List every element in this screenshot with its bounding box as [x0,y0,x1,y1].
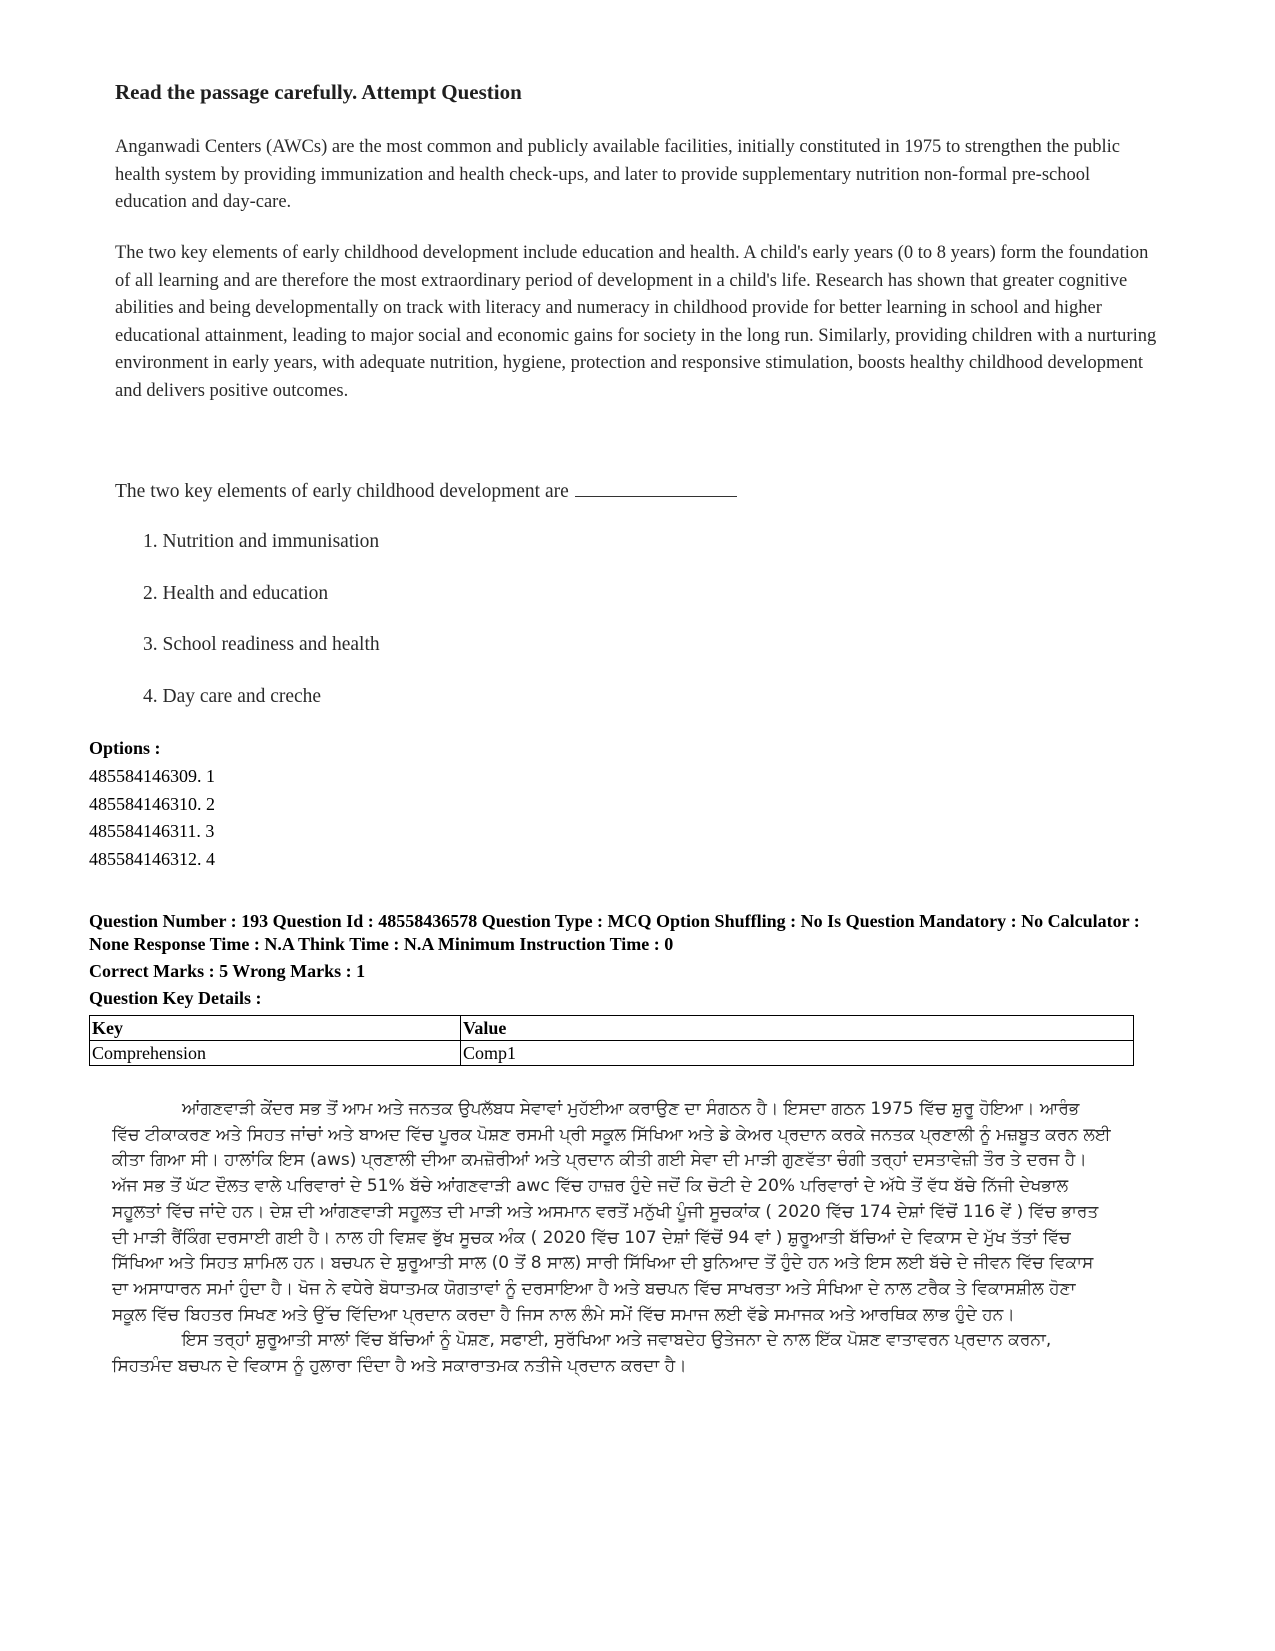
options-label: Options : [89,738,161,758]
key-details-table [89,1015,1134,1066]
passage-paragraph-2: The two key elements of early childhood development include education and health. A child's early years (0 to 8 years) form the foundation of all learning and are therefore the most extraordinary period of development in a child's life. Research has shown that greater cognitive abilities and being developmentally on track with literacy and numeracy in childhood provide for better learning in school and higher educational attainment, leading to major social and economic gains for society in the long run. Similarly, providing children with a nurturing environment in early years, with adequate nutrition, hygiene, protection and responsive stimulation, boosts healthy childhood development and delivers positive outcomes. [115,243,1157,401]
options-list [89,765,215,875]
question-metadata: Question Number : 193 Question Id : 48558436578 Question Type : MCQ Option Shuffling : No Is Question Mandatory : No Calculator : None Response Time : N.A Think Time : N.A Minimum Instruction Time : 0 [89,911,1140,954]
punjabi-passage [112,1097,1112,1380]
passage-paragraph-1: Anganwadi Centers (AWCs) are the most common and publicly available facilities, initially constituted in 1975 to strengthen the public health system by providing immunization and health check-ups, and later to provide supplementary nutrition non-formal pre-school education and day-care. [115,137,1120,212]
question-stem [115,478,1165,503]
option-item: 485584146309. 1 [89,766,215,786]
table-header-row [90,1016,1134,1041]
passage-title: Read the passage carefully. Attempt Question [115,80,522,104]
choice-item: 4. Day care and creche [143,685,322,707]
answer-blank [575,478,737,497]
question-text: The two key elements of early childhood development are [115,481,569,502]
punjabi-paragraph-2: ਇਸ ਤਰ੍ਹਾਂ ਸ਼ੁਰੂਆਤੀ ਸਾਲਾਂ ਵਿੱਚ ਬੱਚਿਆਂ ਨੂੰ ਪੋਸ਼ਣ, ਸਫਾਈ, ਸੁਰੱਖਿਆ ਅਤੇ ਜਵਾਬਦੇਹ ਉਤੇਜਨਾ ਦੇ ਨਾਲ ਇੱਕ ਪੋਸ਼ਣ ਵਾਤਾਵਰਨ ਪ੍ਰਦਾਨ ਕਰਨਾ, ਸਿਹਤਮੰਦ ਬਚਪਨ ਦੇ ਵਿਕਾਸ ਨੂੰ ਹੁਲਾਰਾ ਦਿੰਦਾ ਹੈ ਅਤੇ ਸਕਾਰਾਤਮਕ ਨਤੀਜੇ ਪ੍ਰਦਾਨ ਕਰਦਾ ਹੈ। [112,1330,1052,1377]
option-item: 485584146310. 2 [89,793,215,814]
answer-choices [143,528,380,734]
choice-item: 1. Nutrition and immunisation [143,531,380,552]
cell-value: Comp1 [461,1041,1134,1066]
marks-info: Correct Marks : 5 Wrong Marks : 1 [89,961,366,981]
option-item: 485584146311. 3 [89,821,215,841]
choice-item: 2. Health and education [143,582,329,604]
table-row [90,1041,1134,1066]
header-key: Key [90,1016,461,1041]
cell-key: Comprehension [90,1041,461,1066]
punjabi-paragraph-1: ਆਂਗਣਵਾੜੀ ਕੇਂਦਰ ਸਭ ਤੋਂ ਆਮ ਅਤੇ ਜਨਤਕ ਉਪਲੱਬਧ ਸੇਵਾਵਾਂ ਮੁਹੱਈਆ ਕਰਾਉਣ ਦਾ ਸੰਗਠਨ ਹੈ। ਇਸਦਾ ਗਠਨ 1975 ਵਿੱਚ ਸ਼ੁਰੂ ਹੋਇਆ। ਆਰੰਭ ਵਿੱਚ ਟੀਕਾਕਰਣ ਅਤੇ ਸਿਹਤ ਜਾਂਚਾਂ ਅਤੇ ਬਾਅਦ ਵਿੱਚ ਪੂਰਕ ਪੋਸ਼ਣ ਰਸਮੀ ਪ੍ਰੀ ਸਕੂਲ ਸਿੱਖਿਆ ਅਤੇ ਡੇ ਕੇਅਰ ਪ੍ਰਦਾਨ ਕਰਕੇ ਜਨਤਕ ਪ੍ਰਣਾਲੀ ਨੂੰ ਮਜ਼ਬੂਤ ਕਰਨ ਲਈ ਕੀਤਾ ਗਿਆ ਸੀ। ਹਾਲਾਂਕਿ ਇਸ (aws) ਪ੍ਰਣਾਲੀ ਦੀਆ ਕਮਜ਼ੋਰੀਆਂ ਅਤੇ ਪ੍ਰਦਾਨ ਕੀਤੀ ਗਈ ਸੇਵਾ ਦੀ ਮਾੜੀ ਗੁਣਵੱਤਾ ਚੰਗੀ ਤਰ੍ਹਾਂ ਦਸਤਾਵੇਜ਼ੀ ਤੌਰ ਤੇ ਦਰਜ ਹੈ। ਅੱਜ ਸਭ ਤੋਂ ਘੱਟ ਦੌਲਤ ਵਾਲੇ ਪਰਿਵਾਰਾਂ ਦੇ 51% ਬੱਚੇ ਆਂਗਣਵਾੜੀ awc ਵਿੱਚ ਹਾਜ਼ਰ ਹੁੰਦੇ ਜਦੋਂ ਕਿ ਚੋਟੀ ਦੇ 20% ਪਰਿਵਾਰਾਂ ਦੇ ਅੱਧੇ ਤੋਂ ਵੱਧ ਬੱਚੇ ਨਿੱਜੀ ਦੇਖਭਾਲ ਸਹੂਲਤਾਂ ਵਿੱਚ ਜਾਂਦੇ ਹਨ। ਦੇਸ਼ ਦੀ ਆਂਗਣਵਾੜੀ ਸਹੂਲਤ ਦੀ ਮਾੜੀ ਅਤੇ ਅਸਮਾਨ ਵਰਤੋਂ ਮਨੁੱਖੀ ਪੂੰਜੀ ਸੂਚਕਾਂਕ ( 2020 ਵਿੱਚ 174 ਦੇਸ਼ਾਂ ਵਿੱਚੋਂ 116 ਵੇਂ ) ਵਿੱਚ ਭਾਰਤ ਦੀ ਮਾੜੀ ਰੈਂਕਿੰਗ ਦਰਸਾਈ ਗਈ ਹੈ। ਨਾਲ ਹੀ ਵਿਸ਼ਵ ਭੁੱਖ ਸੂਚਕ ਅੰਕ ( 2020 ਵਿੱਚ 107 ਦੇਸ਼ਾਂ ਵਿੱਚੋਂ 94 ਵਾਂ ) ਸ਼ੁਰੂਆਤੀ ਬੱਚਿਆਂ ਦੇ ਵਿਕਾਸ ਦੇ ਮੁੱਖ ਤੱਤਾਂ ਵਿੱਚ ਸਿੱਖਿਆ ਅਤੇ ਸਿਹਤ ਸ਼ਾਮਿਲ ਹਨ। ਬਚਪਨ ਦੇ ਸ਼ੁਰੂਆਤੀ ਸਾਲ (0 ਤੋਂ 8 ਸਾਲ) ਸਾਰੀ ਸਿੱਖਿਆ ਦੀ ਬੁਨਿਆਦ ਤੋਂ ਹੁੰਦੇ ਹਨ ਅਤੇ ਇਸ ਲਈ ਬੱਚੇ ਦੇ ਜੀਵਨ ਵਿੱਚ ਵਿਕਾਸ ਦਾ ਅਸਾਧਾਰਨ ਸਮਾਂ ਹੁੰਦਾ ਹੈ। ਖੋਜ ਨੇ ਵਧੇਰੇ ਬੋਧਾਤਮਕ ਯੋਗਤਾਵਾਂ ਨੂੰ ਦਰਸਾਇਆ ਹੈ ਅਤੇ ਬਚਪਨ ਵਿੱਚ ਸਾਖਰਤਾ ਅਤੇ ਸੰਖਿਆ ਦੇ ਨਾਲ ਟਰੈਕ ਤੇ ਵਿਕਾਸਸ਼ੀਲ ਹੋਣਾ ਸਕੂਲ ਵਿੱਚ ਬਿਹਤਰ ਸਿਖਣ ਅਤੇ ਉੱਚ ਵਿੱਦਿਆ ਪ੍ਰਦਾਨ ਕਰਦਾ ਹੈ ਜਿਸ ਨਾਲ ਲੰਮੇ ਸਮੇਂ ਵਿੱਚ ਸਮਾਜ ਲਈ ਵੱਡੇ ਸਮਾਜਕ ਅਤੇ ਆਰਥਿਕ ਲਾਭ ਹੁੰਦੇ ਹਨ। [112,1099,1111,1325]
key-details-label: Question Key Details : [89,988,262,1008]
header-value: Value [461,1016,1134,1041]
choice-item: 3. School readiness and health [143,634,380,655]
option-item: 485584146312. 4 [89,848,215,869]
